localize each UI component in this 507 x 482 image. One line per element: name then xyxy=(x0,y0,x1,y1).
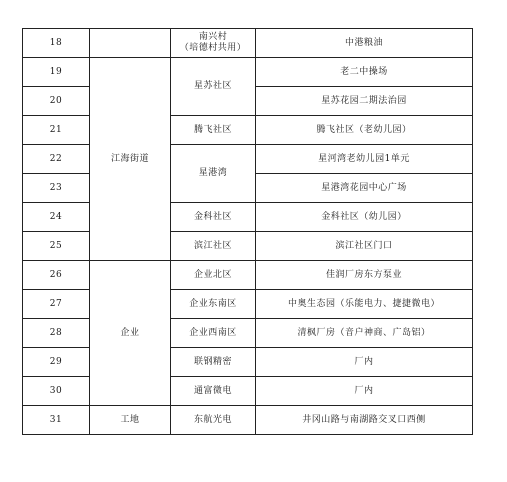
community-cell: 通富微电 xyxy=(171,377,256,406)
community-cell: 腾飞社区 xyxy=(171,116,256,145)
community-cell: 东航光电 xyxy=(171,406,256,435)
table-row xyxy=(23,406,473,435)
row-number: 28 xyxy=(23,319,90,348)
site-cell: 中港粮油 xyxy=(256,29,473,58)
community-cell: 星苏社区 xyxy=(171,58,256,116)
site-cell: 老二中操场 xyxy=(256,58,473,87)
community-cell: 星港湾 xyxy=(171,145,256,203)
site-cell: 滨江社区门口 xyxy=(256,232,473,261)
site-cell: 佳润厂房东方泵业 xyxy=(256,261,473,290)
row-number: 26 xyxy=(23,261,90,290)
site-cell: 井冈山路与南湖路交叉口西侧 xyxy=(256,406,473,435)
row-number: 24 xyxy=(23,203,90,232)
site-cell: 金科社区（幼儿园） xyxy=(256,203,473,232)
community-cell: 滨江社区 xyxy=(171,232,256,261)
row-number: 22 xyxy=(23,145,90,174)
area-cell-enterprise: 企业 xyxy=(90,261,171,406)
site-cell: 星河湾老幼儿园1单元 xyxy=(256,145,473,174)
table-row xyxy=(23,29,473,58)
site-cell: 星港湾花园中心广场 xyxy=(256,174,473,203)
community-cell: 联钢精密 xyxy=(171,348,256,377)
site-cell: 星苏花园二期法治园 xyxy=(256,87,473,116)
site-cell: 厂内 xyxy=(256,377,473,406)
row-number: 25 xyxy=(23,232,90,261)
row-number: 19 xyxy=(23,58,90,87)
table-row xyxy=(23,58,473,87)
community-cell: 金科社区 xyxy=(171,203,256,232)
row-number: 30 xyxy=(23,377,90,406)
community-cell: 企业北区 xyxy=(171,261,256,290)
area-cell-construction: 工地 xyxy=(90,406,171,435)
row-number: 20 xyxy=(23,87,90,116)
community-cell xyxy=(171,29,256,58)
site-cell: 厂内 xyxy=(256,348,473,377)
community-note: （培德村共用） xyxy=(179,43,247,53)
site-cell: 腾飞社区（老幼儿园） xyxy=(256,116,473,145)
area-cell-empty xyxy=(90,29,171,58)
row-number: 29 xyxy=(23,348,90,377)
site-cell: 中奥生态园（乐能电力、捷捷微电） xyxy=(256,290,473,319)
row-number: 21 xyxy=(23,116,90,145)
row-number: 18 xyxy=(23,29,90,58)
community-cell: 企业东南区 xyxy=(171,290,256,319)
site-cell: 清枫厂房（音户神商、广岛铝） xyxy=(256,319,473,348)
row-number: 31 xyxy=(23,406,90,435)
row-number: 27 xyxy=(23,290,90,319)
table-row xyxy=(23,261,473,290)
community-cell: 企业西南区 xyxy=(171,319,256,348)
community-name: 南兴村 xyxy=(198,32,228,42)
site-table xyxy=(22,28,473,435)
area-cell-jianghai: 江海街道 xyxy=(90,58,171,261)
row-number: 23 xyxy=(23,174,90,203)
